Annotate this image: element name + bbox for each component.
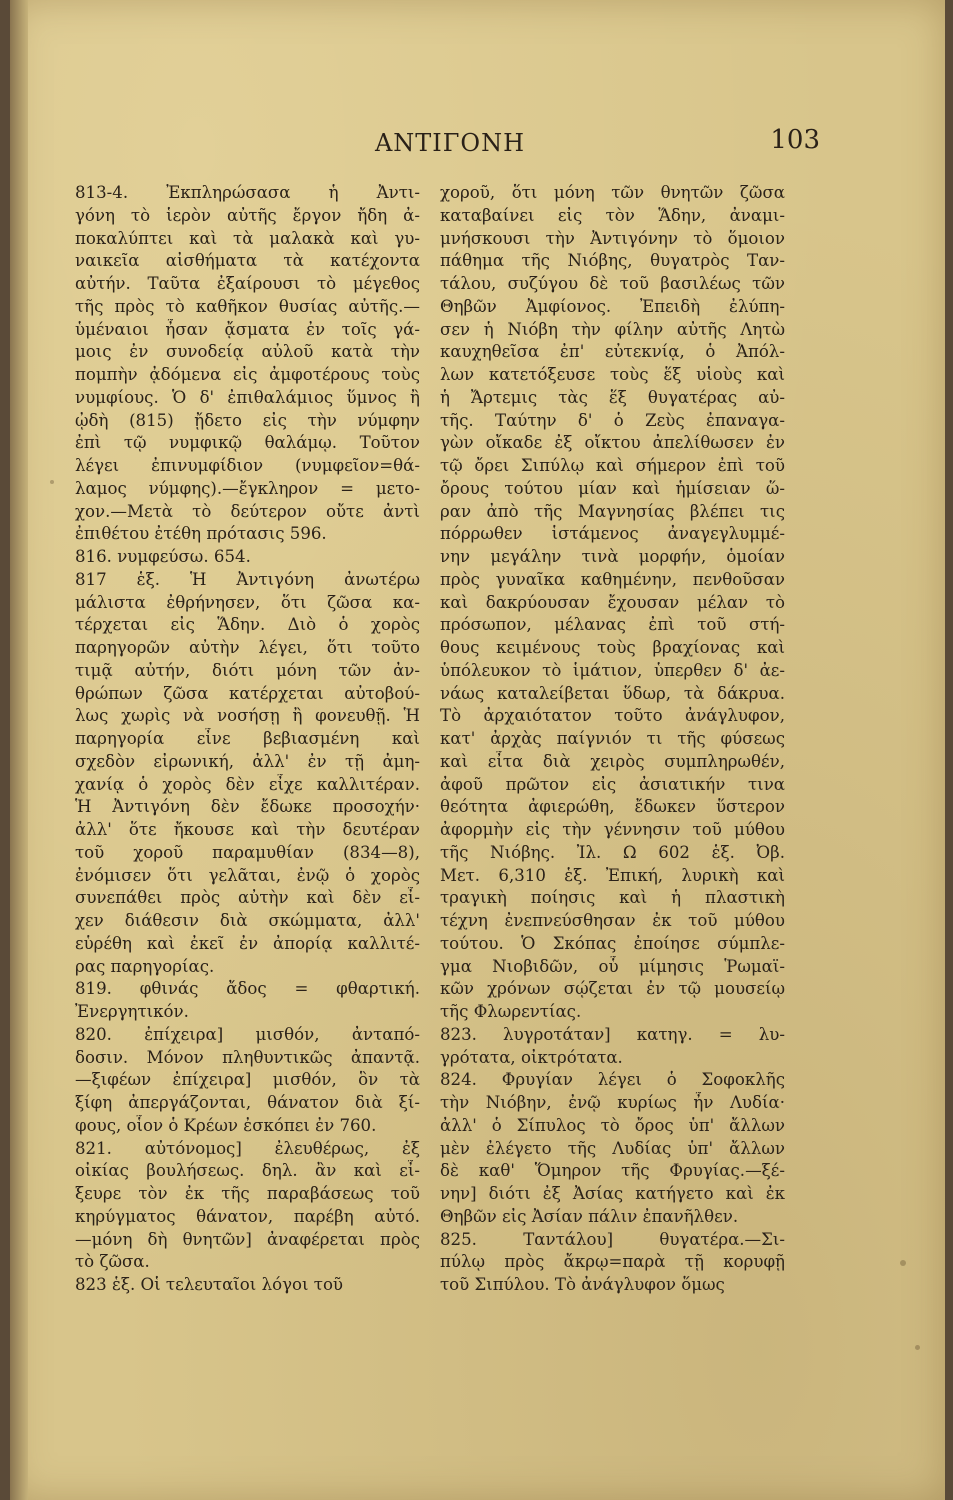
page-number: 103 — [770, 125, 820, 155]
text-line: τῆς Φλωρεντίας. — [440, 1002, 582, 1021]
text-line: δοσιν. Μόνον πληθυντικῶς ἀπαντᾷ. — [75, 1047, 420, 1067]
text-line: 824. Φρυγίαν λέγει ὁ Σοφοκλῆς — [440, 1070, 785, 1090]
page-gutter-shadow — [10, 0, 28, 1500]
running-title: ΑΝΤΙΓΟΝΗ — [374, 129, 526, 157]
text-line: μὲν ἐλέγετο τῆς Λυδίας ὑπ' ἄλλων — [440, 1138, 785, 1158]
text-line: 817 ἑξ. Ἡ Ἀντιγόνη ἀνωτέρω — [75, 569, 420, 589]
text-line: τοῦ Σιπύλου. Τὸ ἀνάγλυφον ὅμως — [440, 1275, 725, 1294]
text-line: Μετ. 6,310 ἑξ. Ἐπική, λυρικὴ καὶ — [440, 865, 785, 885]
text-line: ποκαλύπτει καὶ τὰ μαλακὰ καὶ γυ- — [75, 228, 420, 248]
text-line: 819. φθινάς ἄδος = φθαρτική. — [75, 979, 420, 999]
text-line: μάλιστα ἐθρήνησεν, ὅτι ζῶσα κα- — [75, 592, 420, 612]
text-line: ὄρους τούτου μίαν καὶ ἡμίσειαν ὥ- — [440, 478, 785, 498]
text-line: παρηγορία εἶνε βεβιασμένη καὶ — [75, 729, 420, 748]
text-line: κῶν χρόνων σῴζεται ἐν τῷ μουσείῳ — [440, 979, 785, 999]
text-line: πόρρωθεν ἱστάμενος ἀναγεγλυμμέ- — [440, 524, 785, 544]
text-line: συνεπάθει πρὸς αὐτὴν καὶ δὲν εἶ- — [75, 888, 420, 908]
text-line: καὶ δακρύουσαν ἔχουσαν μέλαν τὸ — [440, 592, 785, 612]
text-line: ὑπόλευκον τὸ ἱμάτιον, ὑπερθεν δ' ἀε- — [440, 660, 785, 680]
text-line: 823. λυγροτάταν] κατηγ. = λυ- — [440, 1024, 785, 1044]
text-line: τοῦ χοροῦ παραμυθίαν (834—8), — [75, 842, 420, 862]
text-line: γὼν οἴκαδε ἐξ οἴκτου ἀπελίθωσεν ἐν — [440, 433, 785, 453]
text-line: ἀλλ' ὅτε ἤκουσε καὶ τὴν δευτέραν — [75, 820, 420, 839]
text-line: 820. ἐπίχειρα] μισθόν, ἀνταπό- — [75, 1024, 420, 1044]
text-line: Θηβῶν Ἀμφίονος. Ἐπειδὴ ἐλύπη- — [440, 296, 785, 316]
text-line: γρότατα, οἰκτρότατα. — [440, 1047, 623, 1067]
text-line: σχεδὸν εἰρωνική, ἀλλ' ἐν τῇ ἀμη- — [75, 751, 420, 771]
text-line: 816. νυμφεύσω. 654. — [75, 547, 251, 566]
text-line: 825. Ταντάλου] θυγατέρα.—Σι- — [440, 1229, 785, 1249]
text-line: ἐπὶ τῷ νυμφικῷ θαλάμῳ. Τοῦτον — [75, 433, 420, 453]
right-column — [440, 182, 785, 1297]
text-line: —ξιφέων ἐπίχειρα] μισθόν, ὃν τὰ — [75, 1070, 420, 1090]
text-line: χεν διάθεσιν διὰ σκώμματα, ἀλλ' — [75, 911, 420, 930]
text-line: χοροῦ, ὅτι μόνη τῶν θνητῶν ζῶσα — [440, 183, 785, 202]
text-line: γόνη τὸ ἱερὸν αὐτῆς ἔργον ἤδη ἀ- — [75, 205, 420, 225]
text-line: 823 ἑξ. Οἱ τελευταῖοι λόγοι τοῦ — [75, 1275, 344, 1294]
text-line: χανίᾳ ὁ χορὸς δὲν εἶχε καλλιτέραν. — [75, 774, 420, 794]
text-line: ἀλλ' ὁ Σίπυλος τὸ ὄρος ὑπ' ἄλλων — [440, 1115, 785, 1135]
text-line: τέχνη ἐνεπνεύσθησαν ἐκ τοῦ μύθου — [440, 911, 785, 930]
text-line: κατ' ἀρχὰς παίγνιόν τι τῆς φύσεως — [440, 729, 785, 748]
text-line: νυμφίους. Ὁ δ' ἐπιθαλάμιος ὕμνος ἢ — [75, 387, 420, 407]
text-line: Θηβῶν εἰς Ἀσίαν πάλιν ἐπανῆλθεν. — [440, 1206, 739, 1226]
text-line: τάλου, συζύγου δὲ τοῦ βασιλέως τῶν — [440, 274, 785, 293]
text-line: πάθημα τῆς Νιόβης, θυγατρὸς Ταν- — [440, 251, 785, 271]
text-line: πύλῳ πρὸς ἄκρῳ=παρὰ τῇ κορυφῇ — [440, 1252, 785, 1272]
text-line: τιμᾷ αὐτήν, διότι μόνη τῶν ἀν- — [75, 660, 420, 680]
text-line: καὶ εἶτα διὰ χειρὸς συμπληρωθέν, — [440, 751, 785, 771]
text-line: ξευρε τὸν ἐκ τῆς παραβάσεως τοῦ — [75, 1184, 420, 1203]
text-line: θρώπων ζῶσα κατέρχεται αὐτοβού- — [75, 683, 420, 703]
text-line: ᾠδὴ (815) ᾔδετο εἰς τὴν νύμφην — [75, 410, 420, 430]
text-line: νην] διότι ἐξ Ἀσίας κατήγετο καὶ ἐκ — [440, 1184, 785, 1203]
text-line: πομπὴν ᾀδόμενα εἰς ἀμφοτέρους τοὺς — [75, 365, 420, 384]
text-line: 813-4. Ἐκπληρώσασα ἡ Ἀντι- — [75, 183, 420, 202]
text-line: μοις ἐν συνοδείᾳ αὐλοῦ κατὰ τὴν — [75, 342, 420, 362]
text-line: καταβαίνει εἰς τὸν Ἅδην, ἀναμι- — [440, 205, 785, 225]
text-line: τῆς. Ταύτην δ' ὁ Ζεὺς ἐπαναγα- — [440, 410, 785, 430]
text-line: καυχηθεῖσα ἐπ' εὐτεκνίᾳ, ὁ Ἀπόλ- — [440, 342, 785, 362]
text-line: τῆς Νιόβης. Ἰλ. Ω 602 ἑξ. Ὀβ. — [440, 842, 785, 862]
text-line: γμα Νιοβιδῶν, οὗ μίμησις Ῥωμαϊ- — [440, 956, 785, 976]
text-line: νην μεγάλην τινὰ μορφήν, ὁμοίαν — [440, 547, 785, 566]
text-line: ἐπιθέτου ἐτέθη πρότασις 596. — [75, 524, 327, 544]
text-line: Ἡ Ἀντιγόνη δὲν ἔδωκε προσοχήν· — [75, 797, 420, 817]
text-line: τέρχεται εἰς Ἅδην. Διὸ ὁ χορὸς — [75, 615, 420, 635]
text-line: τῷ ὄρει Σιπύλῳ καὶ σήμερον ἐπὶ τοῦ — [440, 456, 785, 475]
text-line: λέγει ἐπινυμφίδιον (νυμφεῖον=θά- — [75, 456, 420, 475]
text-line: ναικεῖα αἰσθήματα τὰ κατέχοντα — [75, 251, 420, 271]
text-line: οἰκίας βουλήσεως. δηλ. ἂν καὶ εἶ- — [75, 1161, 420, 1181]
text-line: τὸ ζῶσα. — [75, 1252, 150, 1272]
text-line: —μόνη δὴ θνητῶν] ἀναφέρεται πρὸς — [75, 1229, 420, 1249]
text-line: κηρύγματος θάνατον, παρέβη αὐτό. — [75, 1206, 420, 1226]
text-line: 821. αὐτόνομος] ἐλευθέρως, ἐξ — [75, 1138, 420, 1158]
text-line: Ἐνεργητικόν. — [75, 1002, 189, 1021]
text-line: ἐνόμισεν ὅτι γελᾶται, ἐνῷ ὁ χορὸς — [75, 865, 420, 885]
text-line: λως χωρὶς νὰ νοσήσῃ ἢ φονευθῇ. Ἡ — [75, 706, 420, 726]
text-line: λαμος νύμφης).—ἔγκληρον = μετο- — [75, 478, 420, 498]
text-line: νάως καταλείβεται ὕδωρ, τὰ δάκρυα. — [440, 683, 785, 703]
text-line: τούτου. Ὁ Σκόπας ἐποίησε σύμπλε- — [440, 933, 785, 953]
text-line: δὲ καθ' Ὅμηρον τῆς Φρυγίας.—ξέ- — [440, 1161, 785, 1181]
text-line: πρὸς γυναῖκα καθημένην, πενθοῦσαν — [440, 569, 785, 589]
text-line: παρηγορῶν αὐτὴν λέγει, ὅτι τοῦτο — [75, 638, 420, 657]
text-line: ρας παρηγορίας. — [75, 956, 215, 976]
text-line: Τὸ ἀρχαιότατον τοῦτο ἀνάγλυφον, — [440, 706, 785, 726]
text-line: τραγικὴ ποίησις καὶ ἡ πλαστικὴ — [440, 888, 785, 908]
text-line: θους κειμένους τοὺς βραχίονας καὶ — [440, 638, 785, 657]
text-line: εὑρέθη καὶ ἐκεῖ ἐν ἀπορίᾳ καλλιτέ- — [75, 933, 420, 953]
text-line: θεότητα ἀφιερώθη, ἔδωκεν ὕστερον — [440, 797, 785, 817]
text-line: φους, οἷον ὁ Κρέων ἐσκόπει ἐν 760. — [75, 1115, 377, 1135]
text-line: αὐτήν. Ταῦτα ἐξαίρουσι τὸ μέγεθος — [75, 274, 420, 293]
text-line: μνήσκουσι τὴν Ἀντιγόνην τὸ ὅμοιον — [440, 228, 785, 248]
text-line: ἡ Ἄρτεμις τὰς ἕξ θυγατέρας αὐ- — [440, 387, 785, 407]
text-line: τὴν Νιόβην, ἐνῷ κυρίως ἦν Λυδία· — [440, 1093, 785, 1112]
text-line: ὑμέναιοι ἦσαν ᾄσματα ἐν τοῖς γά- — [75, 319, 420, 339]
text-line: ξίφη ἀπεργάζονται, θάνατον διὰ ξί- — [75, 1093, 420, 1112]
page-header — [80, 125, 820, 165]
foxing-spot — [915, 1345, 920, 1350]
left-column — [75, 182, 420, 1297]
text-line: ἀφορμὴν εἰς τὴν γέννησιν τοῦ μύθου — [440, 820, 785, 839]
text-line: πρόσωπον, μέλανας ἐπὶ τοῦ στή- — [440, 615, 785, 635]
text-line: τῆς πρὸς τὸ καθῆκον θυσίας αὐτῆς.— — [75, 296, 420, 316]
text-line: ἀφοῦ πρῶτον εἰς ἀσιατικήν τινα — [440, 774, 785, 794]
text-line: λων κατετόξευσε τοὺς ἕξ υἱοὺς καὶ — [440, 365, 785, 384]
book-page — [10, 0, 945, 1500]
foxing-spot — [900, 1260, 906, 1266]
text-line: ραν ἀπὸ τῆς Μαγνησίας βλέπει τις — [440, 501, 785, 521]
text-line: σεν ἡ Νιόβη τὴν φίλην αὐτῆς Λητὼ — [440, 319, 785, 339]
foxing-spot — [50, 480, 54, 484]
text-line: χον.—Μετὰ τὸ δεύτερον οὔτε ἀντὶ — [75, 501, 420, 521]
